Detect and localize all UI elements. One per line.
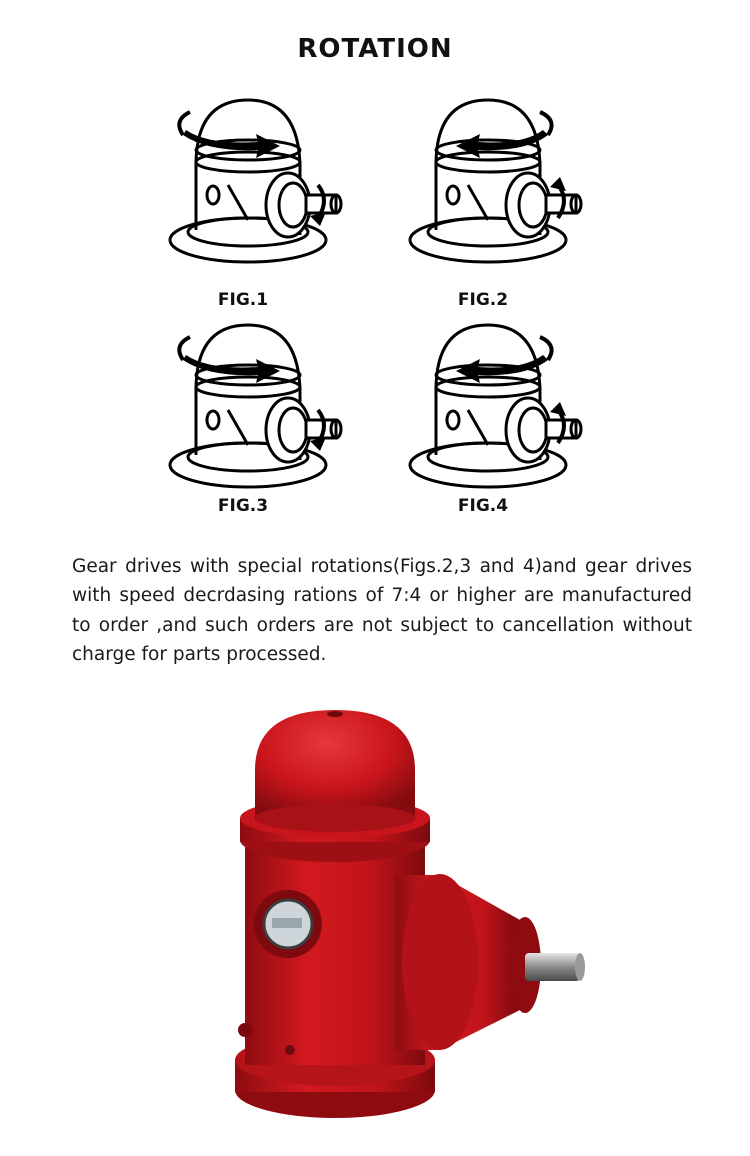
- figure-4-diagram: [408, 315, 598, 500]
- figure-2-diagram: [408, 90, 598, 275]
- fig-label: FIG.1: [217, 290, 269, 310]
- fig-label: FIG.2: [457, 290, 509, 310]
- figure-3-diagram: [168, 315, 358, 500]
- gearbox-product-image: [200, 700, 590, 1140]
- figure-1-diagram: [168, 90, 358, 275]
- page-title: ROTATION: [297, 34, 453, 64]
- fig-label: FIG.4: [457, 496, 509, 516]
- description-paragraph: Gear drives with special rotations(Figs.2,3 and 4)and gear drives with speed decrdasing rations of 7:4 or higher are manufactured to order ,and such orders are not subject to cancellation without charge for parts processed.: [72, 555, 692, 665]
- fig-label: FIG.3: [217, 496, 269, 516]
